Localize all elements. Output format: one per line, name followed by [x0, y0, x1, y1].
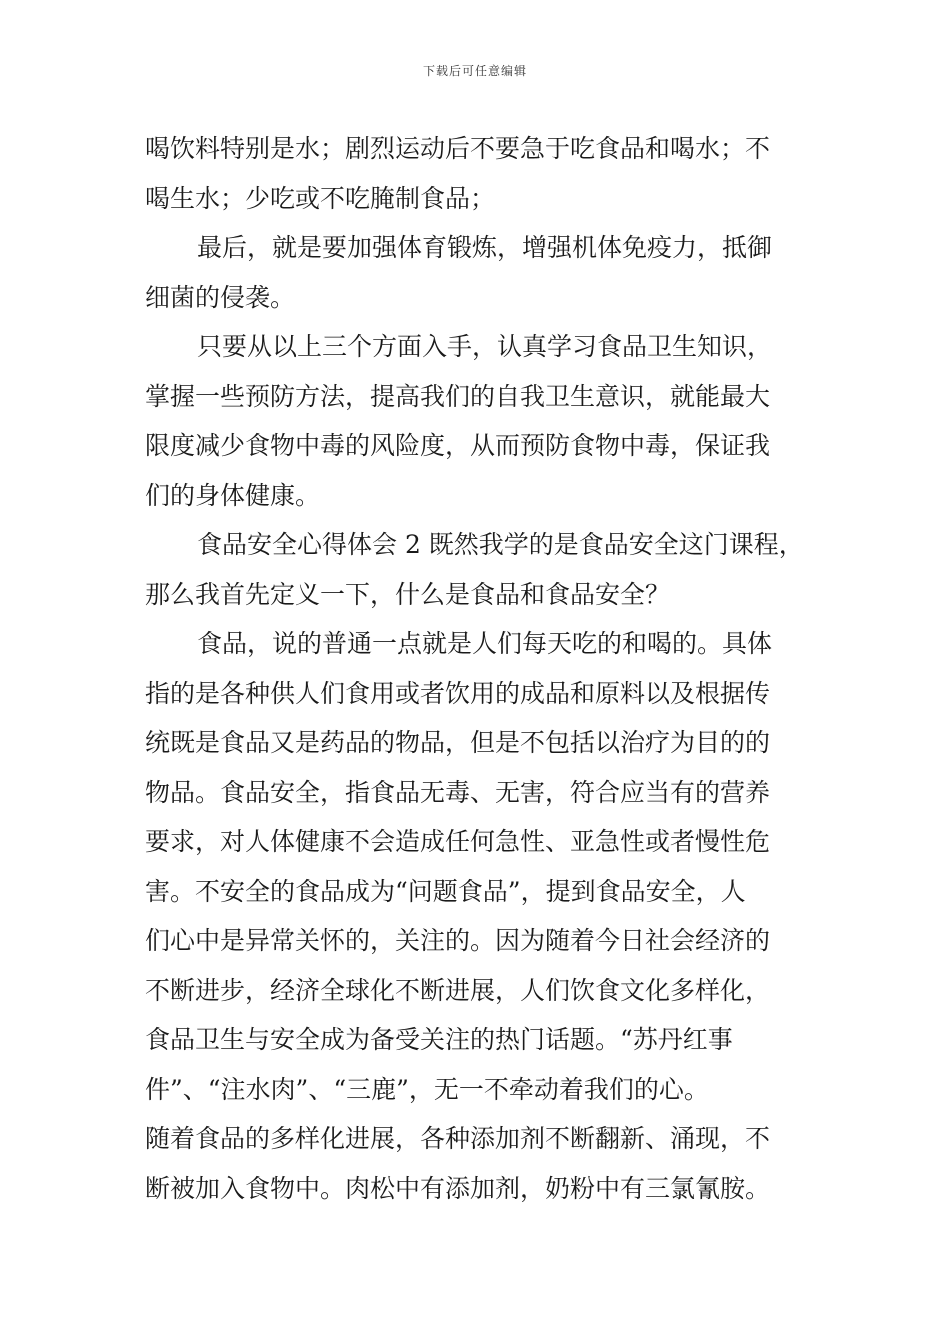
paragraph-start-line: 只要从以上三个方面入手，认真学习食品卫生知识， — [197, 332, 773, 361]
paragraph-start-line: 食品，说的普通一点就是人们每天吃的和喝的。具体 — [197, 629, 773, 658]
text-line: 随着食品的多样化进展，各种添加剂不断翻新、涌现，不 — [145, 1124, 771, 1153]
text-line: 们心中是异常关怀的，关注的。因为随着今日社会经济的 — [145, 926, 771, 955]
text-line: 物品。食品安全，指食品无毒、无害，符合应当有的营养 — [145, 777, 771, 807]
text-line: 掌握一些预防方法，提高我们的自我卫生意识，就能最大 — [145, 381, 771, 411]
text-line: 喝生水；少吃或不吃腌制食品； — [145, 183, 496, 213]
text-line: 细菌的侵袭。 — [145, 282, 296, 312]
text-line: 食品卫生与安全成为备受关注的热门话题。“苏丹红事 — [145, 1025, 733, 1054]
text-line: 件”、“注水肉”、“三鹿”，无一不牵动着我们的心。 — [145, 1074, 709, 1104]
text-line: 统既是食品又是药品的物品，但是不包括以治疗为目的的 — [145, 728, 771, 757]
page-header-note: 下载后可任意编辑 — [422, 64, 527, 78]
paragraph-start-line: 食品安全心得体会 2 既然我学的是食品安全这门课程， — [197, 530, 804, 559]
document-body — [145, 124, 810, 1213]
text-line: 断被加入食物中。肉松中有添加剂，奶粉中有三氯氰胺。 — [145, 1173, 771, 1203]
text-line: 们的身体健康。 — [145, 480, 321, 510]
text-line: 限度减少食物中毒的风险度，从而预防食物中毒，保证我 — [145, 431, 771, 460]
text-line: 指的是各种供人们食用或者饮用的成品和原料以及根据传 — [145, 678, 771, 708]
text-line: 那么我首先定义一下，什么是食品和食品安全？ — [145, 579, 671, 609]
paragraph-start-line: 最后，就是要加强体育锻炼，增强机体免疫力，抵御 — [197, 233, 773, 262]
text-line: 害。不安全的食品成为“问题食品”，提到食品安全，人 — [145, 876, 746, 906]
text-line: 喝饮料特别是水；剧烈运动后不要急于吃食品和喝水；不 — [145, 134, 771, 163]
text-line: 要求，对人体健康不会造成任何急性、亚急性或者慢性危 — [145, 827, 771, 856]
text-line: 不断进步，经济全球化不断进展，人们饮食文化多样化， — [145, 975, 771, 1005]
